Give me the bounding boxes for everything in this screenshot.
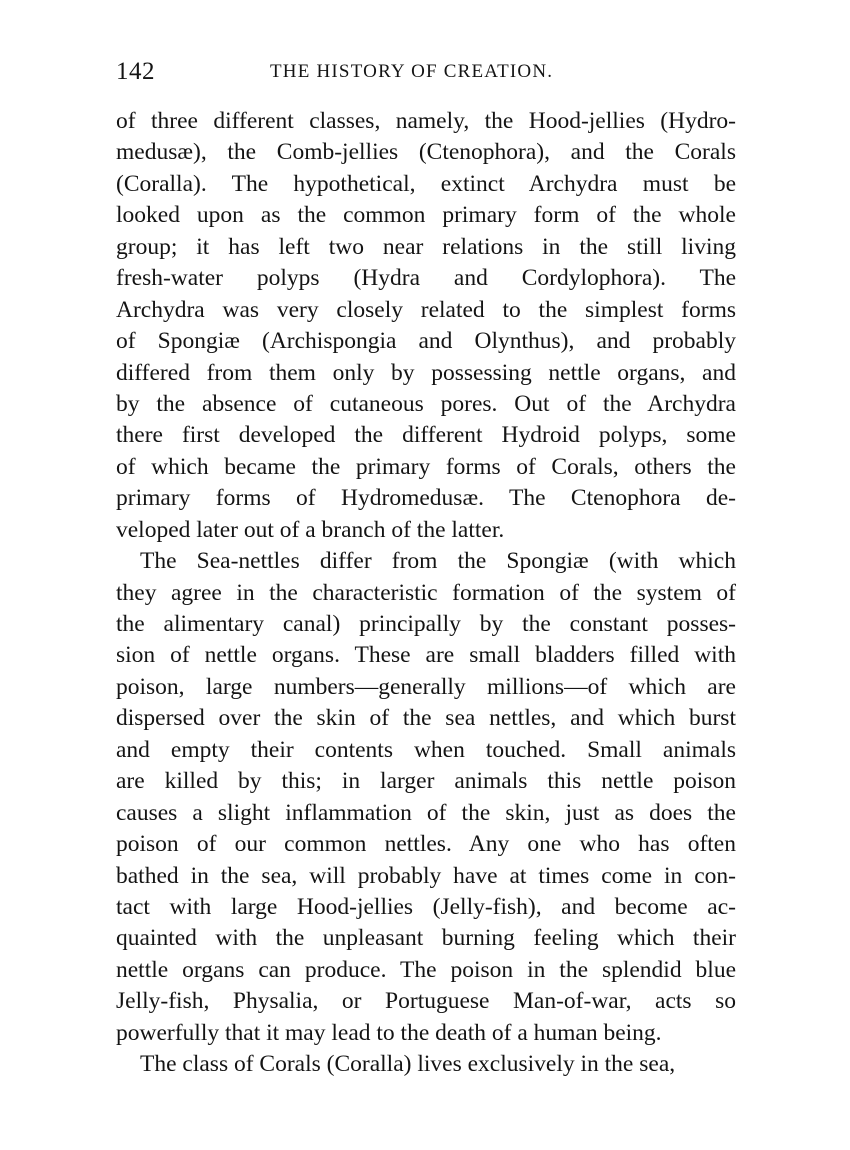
text-line: Archydra was very closely related to the simplest forms [116, 296, 736, 323]
text-line: are killed by this; in larger animals this nettle poison [116, 768, 736, 795]
text-line: primary forms of Hydromedusæ. The Ctenophora de- [116, 485, 736, 512]
text-line: and empty their contents when touched. Small animals [116, 736, 736, 763]
text-line: powerfully that it may lead to the death of a human being. [116, 1019, 662, 1046]
text-line: tact with large Hood-jellies (Jelly-fish), and become ac- [116, 893, 736, 920]
text-line: differed from them only by possessing nettle organs, and [116, 359, 736, 386]
text-line: bathed in the sea, will probably have at times come in con- [116, 862, 736, 889]
paragraph-first-line: The Sea-nettles differ from the Spongiæ (with which [140, 548, 736, 575]
text-line: quainted with the unpleasant burning feeling which their [116, 925, 736, 952]
text-line: by the absence of cutaneous pores. Out of the Archydra [116, 390, 736, 417]
text-line: poison of our common nettles. Any one who has often [116, 831, 736, 858]
running-head [116, 58, 736, 88]
text-line: (Coralla). The hypothetical, extinct Archydra must be [116, 170, 736, 197]
paragraph-first-line: The class of Corals (Coralla) lives exclusively in the sea, [140, 1051, 676, 1078]
text-line: nettle organs can produce. The poison in the splendid blue [116, 956, 736, 983]
text-line: group; it has left two near relations in the still living [116, 233, 736, 260]
text-line: medusæ), the Comb-jellies (Ctenophora), and the Corals [116, 139, 736, 166]
text-line: the alimentary canal) principally by the constant posses- [116, 611, 736, 637]
text-line: dispersed over the skin of the sea nettles, and which burst [116, 705, 736, 732]
text-line: sion of nettle organs. These are small bladders filled with [116, 642, 736, 669]
text-line: of three different classes, namely, the Hood-jellies (Hydro- [116, 108, 736, 134]
text-line: fresh-water polyps (Hydra and Cordylophora). The [116, 265, 736, 292]
text-line: causes a slight inflammation of the skin, just as does the [116, 799, 736, 826]
text-line: poison, large numbers—generally millions—of which are [116, 673, 736, 700]
running-title: THE HISTORY OF CREATION. [270, 61, 554, 82]
text-line: of Spongiæ (Archispongia and Olynthus), and probably [116, 328, 736, 355]
page-number: 142 [116, 58, 155, 85]
text-line: there first developed the different Hydroid polyps, some [116, 422, 736, 449]
text-line: they agree in the characteristic formation of the system of [116, 579, 736, 606]
text-line: Jelly-fish, Physalia, or Portuguese Man-of-war, acts so [116, 988, 736, 1015]
body-text [116, 106, 736, 1081]
text-line: veloped later out of a branch of the latter. [116, 516, 505, 543]
text-line: looked upon as the common primary form of the whole [116, 202, 736, 229]
text-line: of which became the primary forms of Corals, others the [116, 453, 736, 480]
